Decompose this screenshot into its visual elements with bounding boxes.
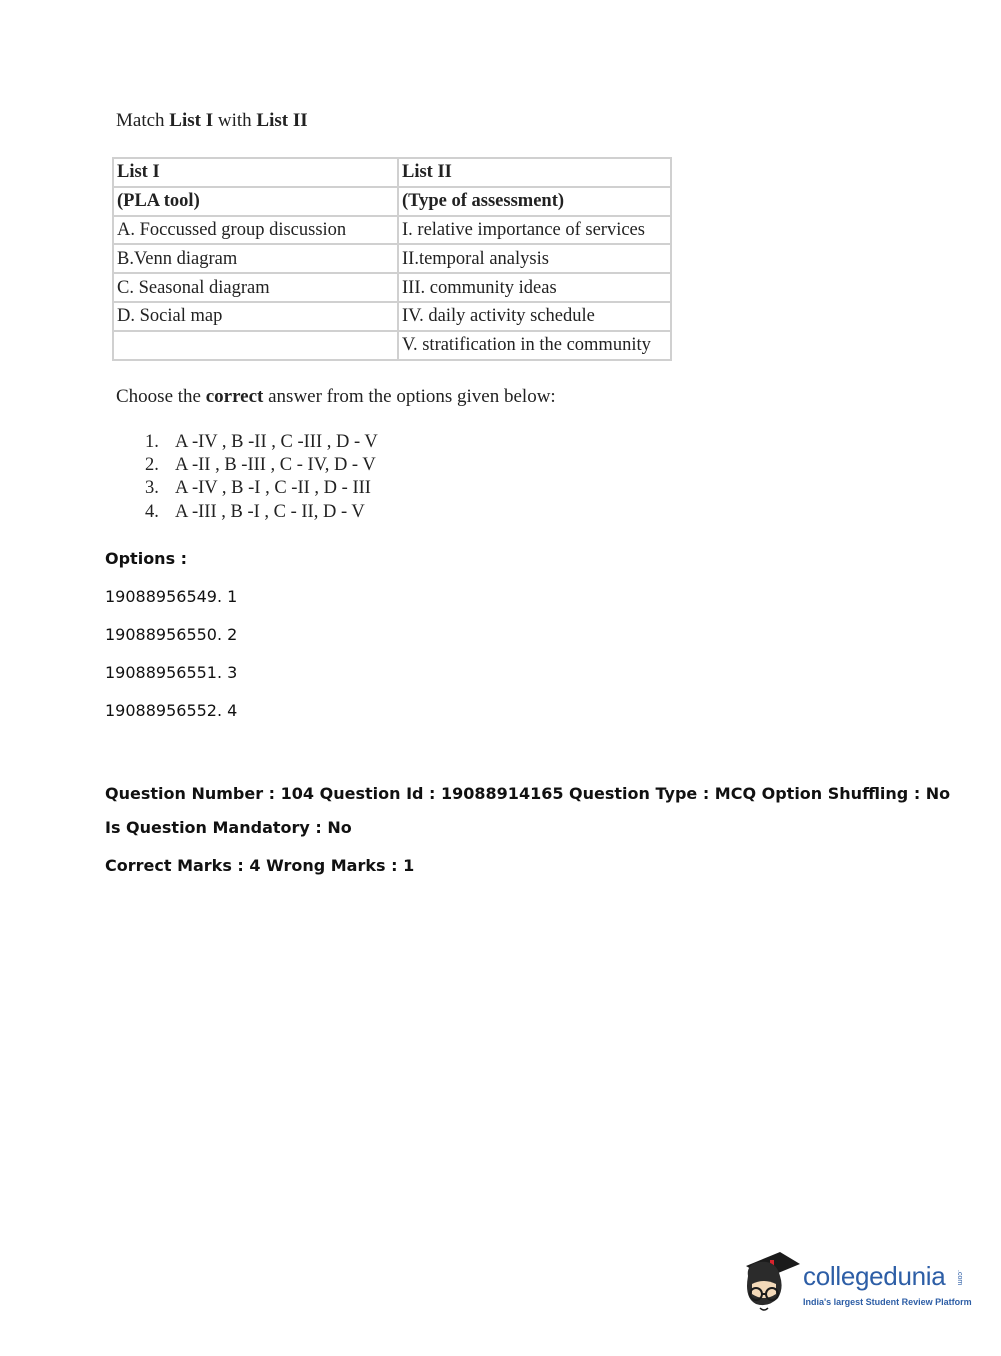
list2-cell: List II	[398, 158, 671, 187]
answer-choice	[145, 501, 378, 524]
table-row	[113, 331, 671, 360]
answer-choice	[145, 477, 378, 500]
logo-tagline: India's largest Student Review Platform	[803, 1297, 972, 1307]
mandatory-line: Is Question Mandatory : No	[105, 818, 352, 837]
marks-line: Correct Marks : 4 Wrong Marks : 1	[105, 856, 415, 875]
table-row	[113, 158, 671, 187]
collegedunia-logo	[740, 1248, 970, 1318]
list2-cell: II.temporal analysis	[398, 244, 671, 273]
answer-choice	[145, 431, 378, 454]
answer-number: 3.	[145, 478, 159, 499]
answer-choices	[145, 431, 378, 524]
question-intro: Match List I with List II	[116, 110, 308, 131]
list1-label: List I	[169, 110, 214, 131]
answer-text: A -IV , B -II , C -III , D - V	[175, 432, 378, 452]
list1-cell: List I	[113, 158, 398, 187]
list1-cell: (PLA tool)	[113, 187, 398, 216]
option-item-4: 19088956552. 4	[105, 701, 238, 720]
list2-cell: III. community ideas	[398, 273, 671, 302]
option-item-3: 19088956551. 3	[105, 663, 238, 682]
logo-wordmark: collegedunia	[803, 1261, 946, 1291]
list2-cell: (Type of assessment)	[398, 187, 671, 216]
answer-text: A -II , B -III , C - IV, D - V	[175, 455, 376, 476]
answer-number: 1.	[145, 432, 159, 452]
answer-text: A -III , B -I , C - II, D - V	[175, 501, 365, 522]
match-table	[112, 157, 672, 361]
logo-suffix: .com	[956, 1270, 963, 1286]
table-row	[113, 302, 671, 331]
answer-number: 4.	[145, 501, 159, 522]
answer-number: 2.	[145, 455, 159, 476]
options-label: Options :	[105, 549, 188, 568]
list2-cell: IV. daily activity schedule	[398, 302, 671, 331]
list2-label: List II	[256, 110, 308, 131]
list1-cell: A. Foccussed group discussion	[113, 216, 398, 245]
answer-choice	[145, 454, 378, 477]
list1-cell: B.Venn diagram	[113, 244, 398, 273]
list1-cell: C. Seasonal diagram	[113, 273, 398, 302]
table-row	[113, 244, 671, 273]
list1-cell: D. Social map	[113, 302, 398, 331]
table-row	[113, 273, 671, 302]
choose-instruction: Choose the correct answer from the options given below:	[116, 386, 556, 407]
answer-text: A -IV , B -I , C -II , D - III	[175, 478, 371, 499]
question-meta-line: Question Number : 104 Question Id : 19088914165 Question Type : MCQ Option Shuffling : No	[105, 784, 951, 803]
option-item-1: 19088956549. 1	[105, 587, 238, 606]
table-row	[113, 216, 671, 245]
list2-cell: I. relative importance of services	[398, 216, 671, 245]
option-item-2: 19088956550. 2	[105, 625, 238, 644]
list1-cell	[113, 331, 398, 360]
table-row	[113, 187, 671, 216]
mascot-icon	[740, 1248, 802, 1318]
list2-cell: V. stratification in the community	[398, 331, 671, 360]
